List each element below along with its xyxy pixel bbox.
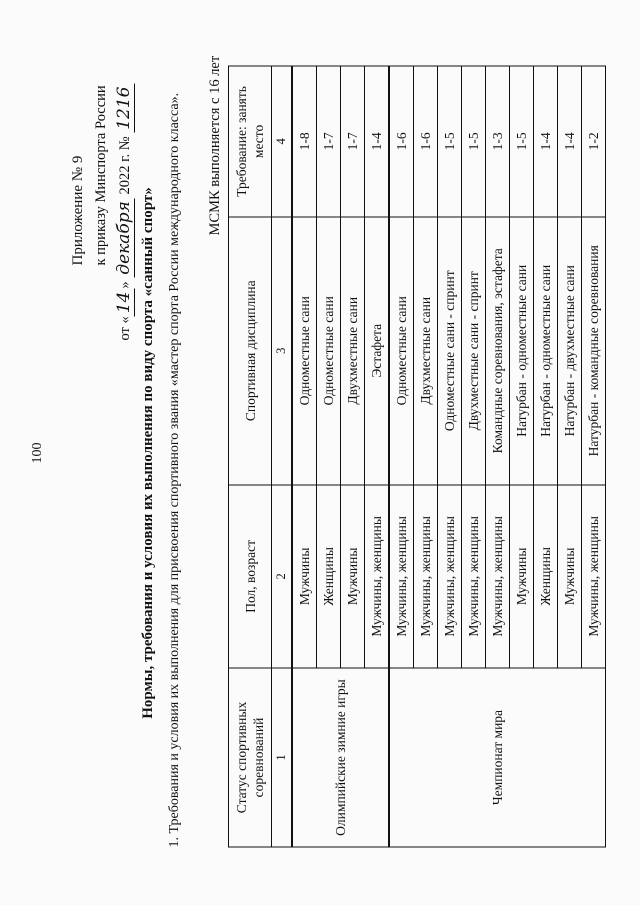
age-requirement-note: МСМК выполняется с 16 лет (207, 55, 223, 235)
sex-age-cell: Мужчины, женщины (462, 484, 486, 667)
column-number-row (272, 66, 293, 847)
place-cell: 1-7 (317, 66, 341, 217)
status-cell: Чемпионат мира (389, 668, 606, 847)
place-cell: 1-4 (365, 66, 390, 217)
date-prefix: от « (117, 315, 133, 340)
place-cell: 1-5 (462, 66, 486, 217)
sex-age-cell: Мужчины (558, 484, 582, 667)
column-number: 1 (272, 668, 293, 847)
column-number: 4 (272, 66, 293, 217)
discipline-cell: Одноместные сани - спринт (438, 216, 462, 484)
table-header-row (229, 66, 272, 847)
discipline-cell: Одноместные сани (292, 216, 317, 484)
norms-table (228, 65, 606, 847)
status-cell: Олимпийские зимние игры (292, 668, 389, 847)
world-championship-group (389, 66, 606, 847)
order-number-handwritten: 1216 (114, 83, 135, 132)
discipline-cell: Двухместные сани - спринт (462, 216, 486, 484)
place-cell: 1-6 (389, 66, 414, 217)
sex-age-cell: Женщины (317, 484, 341, 667)
table-row (389, 66, 414, 847)
discipline-cell: Натурбан - одноместные сани (510, 216, 534, 484)
header-place: Требование: занять место (229, 66, 272, 217)
discipline-cell: Двухместные сани (414, 216, 438, 484)
place-cell: 1-3 (486, 66, 510, 217)
sex-age-cell: Мужчины, женщины (389, 484, 414, 667)
place-cell: 1-4 (558, 66, 582, 217)
discipline-cell: Одноместные сани (389, 216, 414, 484)
header-sex-age: Пол, возраст (229, 484, 272, 667)
place-cell: 1-7 (341, 66, 365, 217)
document-title: Нормы, требования и условия их выполнения по виду спорта «санный спорт» (140, 186, 156, 719)
discipline-cell: Двухместные сани (341, 216, 365, 484)
section-heading: 1. Требования и условия их выполнения для присвоения спортивного звания «мастер спорта России международного класса». (167, 92, 182, 847)
column-number: 3 (272, 216, 293, 484)
appendix-label: Приложение № 9 (70, 155, 86, 265)
place-cell: 1-6 (414, 66, 438, 217)
sex-age-cell: Мужчины (292, 484, 317, 667)
date-month-handwritten: декабря (114, 198, 135, 278)
place-cell: 1-5 (510, 66, 534, 217)
column-number: 2 (272, 484, 293, 667)
discipline-cell: Натурбан - двухместные сани (558, 216, 582, 484)
discipline-cell: Эстафета (365, 216, 390, 484)
header-discipline: Спортивная дисциплина (229, 216, 272, 484)
discipline-cell: Натурбан - командные соревнования (582, 216, 606, 484)
order-date-line (114, 83, 135, 340)
table-row (292, 66, 317, 847)
place-cell: 1-4 (534, 66, 558, 217)
sex-age-cell: Мужчины, женщины (438, 484, 462, 667)
sex-age-cell: Мужчины, женщины (486, 484, 510, 667)
date-mid: » (117, 280, 133, 289)
date-year: 2022 г. № (117, 135, 133, 194)
sex-age-cell: Мужчины (341, 484, 365, 667)
order-reference: к приказу Минспорта России (93, 84, 109, 265)
date-day-handwritten: 14 (114, 288, 135, 316)
sex-age-cell: Мужчины (510, 484, 534, 667)
sex-age-cell: Женщины (534, 484, 558, 667)
page-number: 100 (30, 442, 45, 463)
place-cell: 1-2 (582, 66, 606, 217)
discipline-cell: Натурбан - одноместные сани (534, 216, 558, 484)
sex-age-cell: Мужчины, женщины (582, 484, 606, 667)
sex-age-cell: Мужчины, женщины (414, 484, 438, 667)
place-cell: 1-5 (438, 66, 462, 217)
place-cell: 1-8 (292, 66, 317, 217)
olympics-group (292, 66, 389, 847)
header-status: Статус спортивных соревнований (229, 668, 272, 847)
discipline-cell: Командные соревнования, эстафета (486, 216, 510, 484)
discipline-cell: Одноместные сани (317, 216, 341, 484)
sex-age-cell: Мужчины, женщины (365, 484, 390, 667)
